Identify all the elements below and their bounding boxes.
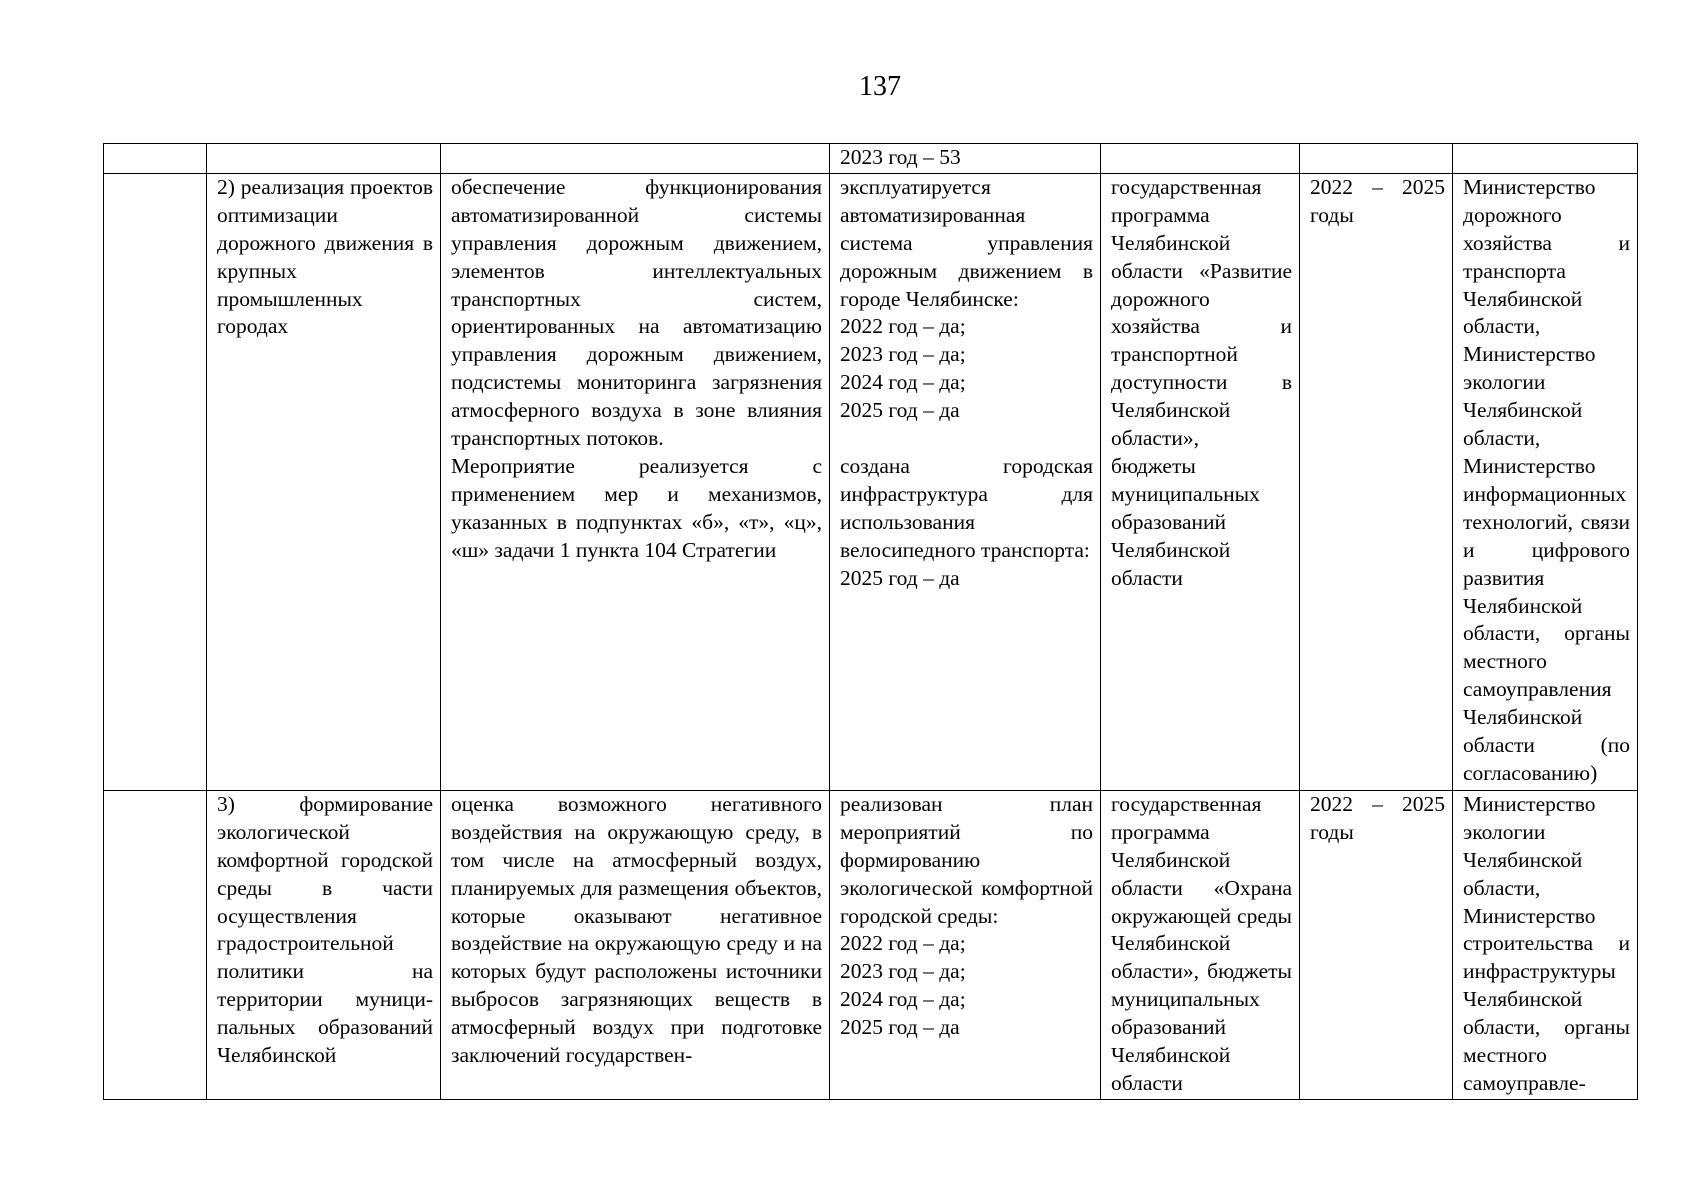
cell-period — [1300, 144, 1453, 174]
cell-period: 2022 – 2025 годы — [1300, 173, 1453, 790]
cell-task: 2) реализация проектов оптимизации дорожного движения в крупных промышленных городах — [207, 173, 441, 790]
table-row — [104, 144, 1638, 174]
measures-table — [103, 143, 1638, 1100]
cell-number — [104, 144, 207, 174]
table-row — [104, 790, 1638, 1099]
cell-number — [104, 790, 207, 1099]
cell-description: обеспечение функционирования автоматизированной системы управления дорожным движением, элементов интеллектуальных транспортных систем, ориентированных на автоматизацию управления дорожным движением, подсистемы мониторинга загрязнения атмосферного воздуха в зоне влияния транспортных потоков. Мероприятие реализуется с применением мер и механизмов, указанных в подпунктах «б», «т», «ц», «ш» задачи 1 пункта 104 Стратегии — [441, 173, 830, 790]
cell-period: 2022 – 2025 годы — [1300, 790, 1453, 1099]
cell-task: 3) формирование экологической комфортной городской среды в части осуществления градостроительной политики на территории муници-пальных образований Челябинской — [207, 790, 441, 1099]
cell-description: оценка возможного негативного воздействия на окружающую среду, в том числе на атмосферный воздух, планируемых для размещения объектов, которые оказывают негативное воздействие на окружающую среду и на которых будут расположены источники выбросов загрязняющих веществ в атмосферный воздух при подготовке заключений государствен- — [441, 790, 830, 1099]
cell-executor — [1453, 144, 1638, 174]
cell-indicator: 2023 год – 53 — [830, 144, 1101, 174]
cell-funding-source: государственная программа Челябинской области «Охрана окружающей среды Челябинской области», бюджеты муниципальных образований Челябинской области — [1101, 790, 1300, 1099]
cell-funding-source: государственная программа Челябинской области «Развитие дорожного хозяйства и транспортной доступности в Челябинской области», бюджеты муниципальных образований Челябинской области — [1101, 173, 1300, 790]
page-number: 137 — [859, 71, 901, 102]
cell-executor: Министерство дорожного хозяйства и транспорта Челябинской области, Министерство экологии Челябинской области, Министерство информационных технологий, связи и цифрового развития Челябинской области, органы местного самоуправления Челябинской области (по согласованию) — [1453, 173, 1638, 790]
cell-number — [104, 173, 207, 790]
cell-task — [207, 144, 441, 174]
cell-indicator: эксплуатируется автоматизированная система управления дорожным движением в городе Челябинске: 2022 год – да; 2023 год – да; 2024 год – да; 2025 год – да создана городская инфраструктура для использования велосипедного транспорта: 2025 год – да — [830, 173, 1101, 790]
table-row — [104, 173, 1638, 790]
cell-indicator: реализован план мероприятий по формированию экологической комфортной городской среды: 2022 год – да; 2023 год – да; 2024 год – да; 2025 год – да — [830, 790, 1101, 1099]
cell-funding-source — [1101, 144, 1300, 174]
cell-executor: Министерство экологии Челябинской области, Министерство строительства и инфраструктуры Челябинской области, органы местного самоуправле- — [1453, 790, 1638, 1099]
cell-description — [441, 144, 830, 174]
